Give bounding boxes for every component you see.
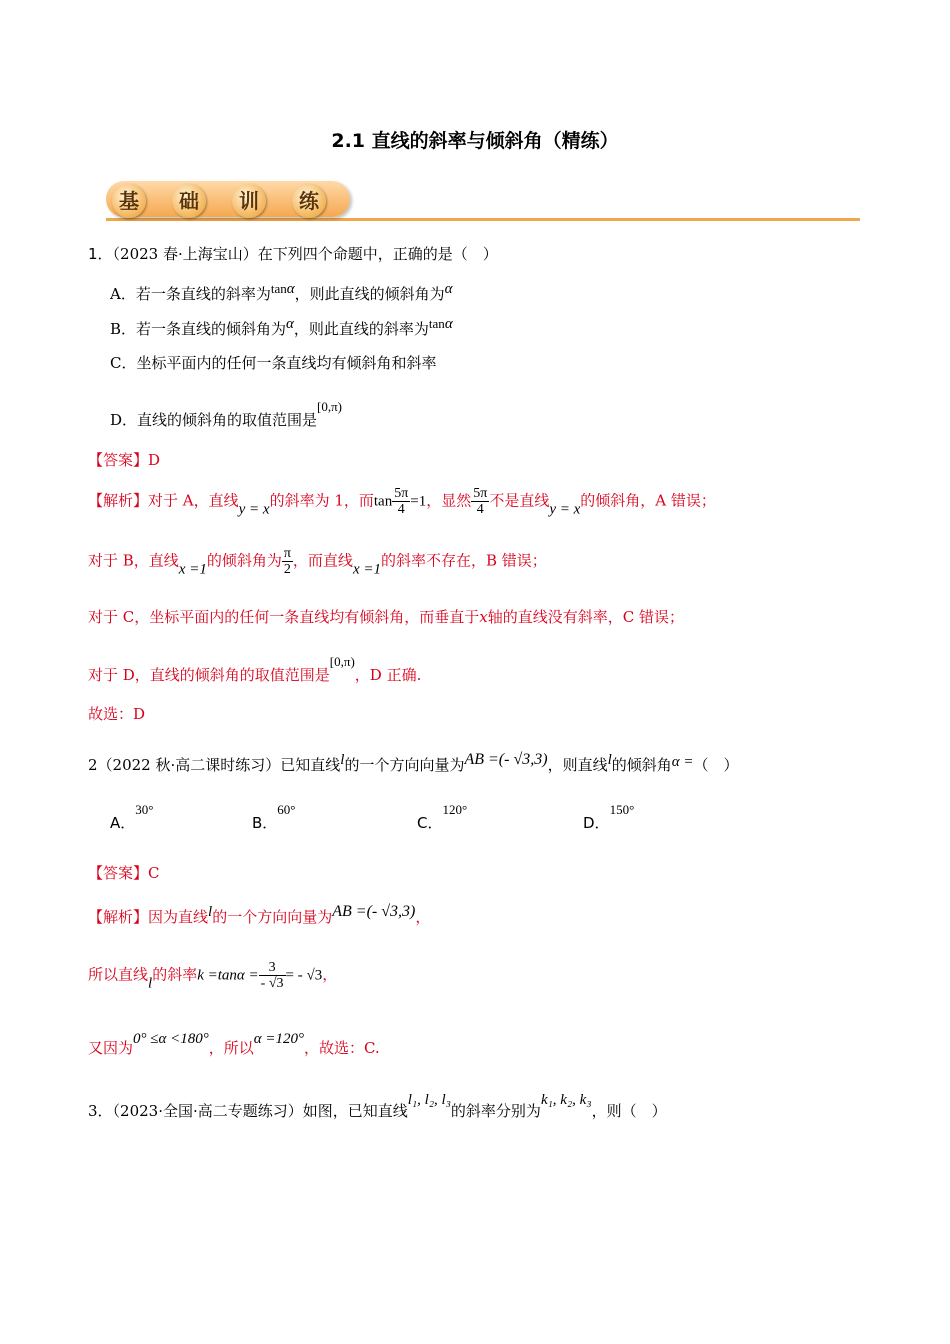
math-fraction <box>471 486 489 517</box>
math-fraction <box>259 960 286 991</box>
option-text: ，则此直线的斜率为 <box>293 320 429 338</box>
analysis-text: 轴的直线没有斜率，C 错误； <box>487 608 684 626</box>
analysis-text: ，而直线 <box>292 551 353 570</box>
fraction-numerator: 5π <box>394 486 409 501</box>
analysis-text: 又因为 <box>88 1039 134 1057</box>
analysis-text: ， <box>322 965 338 984</box>
q1-stem <box>88 243 498 264</box>
analysis-text: 对于 D，直线的倾斜角的取值范围是 <box>88 666 330 684</box>
math-interval: [0,π) <box>317 399 343 414</box>
math-variable: x <box>479 608 488 626</box>
math-expr: = - √3 <box>285 967 323 984</box>
stem-text: （ ） <box>693 756 739 774</box>
q1-option-b <box>110 316 453 339</box>
math-vector: AB =(- √3,3) <box>332 903 416 920</box>
analysis-text: 的倾斜角，A 错误； <box>580 491 716 510</box>
q2-analysis-line-2 <box>88 960 337 993</box>
analysis-text: ，显然 <box>426 491 472 510</box>
q1-stem-text: （2023 春·上海宝山）在下列四个命题中，正确的是（ ） <box>112 245 498 263</box>
math-variable: l <box>208 904 213 920</box>
banner-char: 础 <box>172 184 206 218</box>
q1-option-c: C．坐标平面内的任何一条直线均有倾斜角和斜率 <box>110 354 437 372</box>
analysis-text: ，D 正确. <box>354 666 422 684</box>
fraction-denominator: 2 <box>283 562 291 577</box>
analysis-text: 所以直线 <box>88 965 149 984</box>
math-expr: x =1 <box>178 561 207 578</box>
page-title: 2.1 直线的斜率与倾斜角（精练） <box>331 130 619 152</box>
math-tan: tan <box>373 493 393 510</box>
math-alpha: α = <box>671 754 694 770</box>
option-text: ，则此直线的倾斜角为 <box>294 285 445 303</box>
option-text: A．若一条直线的斜率为 <box>110 285 271 303</box>
analysis-text: 的一个方向向量为 <box>212 908 333 926</box>
stem-text: 的一个方向向量为 <box>344 756 465 774</box>
math-expr: k =tanα = <box>197 967 259 984</box>
q2-stem <box>88 751 739 775</box>
option-value: 120° <box>442 802 468 817</box>
analysis-text: ，故选：C. <box>304 1039 380 1057</box>
analysis-text: 因为直线 <box>148 908 209 926</box>
banner-char: 练 <box>292 184 326 218</box>
math-expr: =1 <box>410 493 427 510</box>
math-lines: l₁, l₂, l₃ <box>407 1092 451 1108</box>
q2-option-d <box>583 800 634 833</box>
math-alpha: α <box>286 281 295 297</box>
math-expr: α =120° <box>253 1031 305 1047</box>
stem-text: ，则直线 <box>547 756 608 774</box>
math-alpha: α <box>444 281 453 297</box>
banner-char: 基 <box>112 184 146 218</box>
q1-option-a <box>110 281 453 304</box>
fraction-numerator: 3 <box>259 960 286 976</box>
math-variable: l <box>340 752 345 768</box>
q3-stem <box>88 1092 667 1121</box>
math-variable: l <box>607 752 612 768</box>
banner-char: 训 <box>232 184 266 218</box>
fraction-denominator: 4 <box>397 502 405 517</box>
fraction-numerator: π <box>283 546 291 561</box>
analysis-label: 【解析】 <box>88 491 149 510</box>
banner-pill <box>106 181 350 217</box>
q1-number: 1． <box>88 245 113 263</box>
option-label: A． <box>110 814 136 832</box>
q1-analysis-line-4 <box>88 654 421 685</box>
analysis-text: 的斜率为 1，而 <box>269 491 374 510</box>
analysis-label: 【解析】 <box>88 908 149 926</box>
q2-option-a <box>110 800 153 833</box>
stem-text: 2（2022 秋·高二课时练习）已知直线 <box>88 756 341 774</box>
analysis-text: ，所以 <box>208 1039 254 1057</box>
analysis-text: 不是直线 <box>489 491 550 510</box>
math-interval: [0,π) <box>329 654 355 669</box>
analysis-text: 的倾斜角为 <box>206 551 282 570</box>
q1-analysis-line-2 <box>88 546 547 579</box>
section-banner <box>100 179 860 223</box>
math-expr: y = x <box>238 501 270 518</box>
stem-text: 的斜率分别为 <box>450 1102 541 1120</box>
option-value: 150° <box>609 802 635 817</box>
q1-option-d <box>110 399 342 430</box>
math-fraction <box>282 546 293 577</box>
fraction-denominator: - √3 <box>260 976 284 991</box>
math-expr: 0° ≤α <180° <box>133 1031 209 1047</box>
option-text: D．直线的倾斜角的取值范围是 <box>110 411 318 429</box>
analysis-text: 的斜率不存在，B 错误； <box>380 551 547 570</box>
q2-answer: 【答案】C <box>88 864 160 882</box>
q1-analysis-line-3 <box>88 606 684 627</box>
q1-answer: 【答案】D <box>88 451 161 469</box>
analysis-text: 的斜率 <box>152 965 198 984</box>
q1-choose: 故选：D <box>88 705 146 723</box>
math-fraction <box>392 486 410 517</box>
math-expr: y = x <box>549 501 581 518</box>
option-label: B． <box>252 814 278 832</box>
analysis-text: 对于 C，坐标平面内的任何一条直线均有倾斜角，而垂直于 <box>88 608 480 626</box>
math-expr: x =1 <box>352 561 381 578</box>
option-label: D． <box>583 814 610 832</box>
q2-option-c <box>417 800 467 833</box>
banner-divider <box>106 218 860 221</box>
math-variable: l <box>148 975 153 992</box>
stem-text: 3．（2023·全国·高二专题练习）如图，已知直线 <box>88 1102 408 1120</box>
q2-analysis-line-3 <box>88 1031 380 1058</box>
q2-analysis-line-1 <box>88 903 430 927</box>
math-tan: tan <box>428 316 445 331</box>
option-value: 30° <box>135 802 154 817</box>
math-vector: AB =(- √3,3) <box>464 751 548 768</box>
analysis-text: ， <box>415 908 431 926</box>
analysis-text: 对于 B，直线 <box>88 551 179 570</box>
option-value: 60° <box>277 802 296 817</box>
option-label: C． <box>417 814 443 832</box>
q2-option-b <box>252 800 296 833</box>
math-alpha: α <box>444 316 453 332</box>
q1-analysis-line-1 <box>88 486 716 519</box>
stem-text: ，则（ ） <box>591 1102 667 1120</box>
math-slopes: k₁, k₂, k₃ <box>540 1092 592 1108</box>
math-tan: tan <box>270 281 287 296</box>
option-text: B．若一条直线的倾斜角为 <box>110 320 287 338</box>
fraction-numerator: 5π <box>473 486 488 501</box>
stem-text: 的倾斜角 <box>611 756 672 774</box>
fraction-denominator: 4 <box>476 502 484 517</box>
analysis-text: 对于 A，直线 <box>148 491 239 510</box>
math-alpha: α <box>286 316 294 332</box>
